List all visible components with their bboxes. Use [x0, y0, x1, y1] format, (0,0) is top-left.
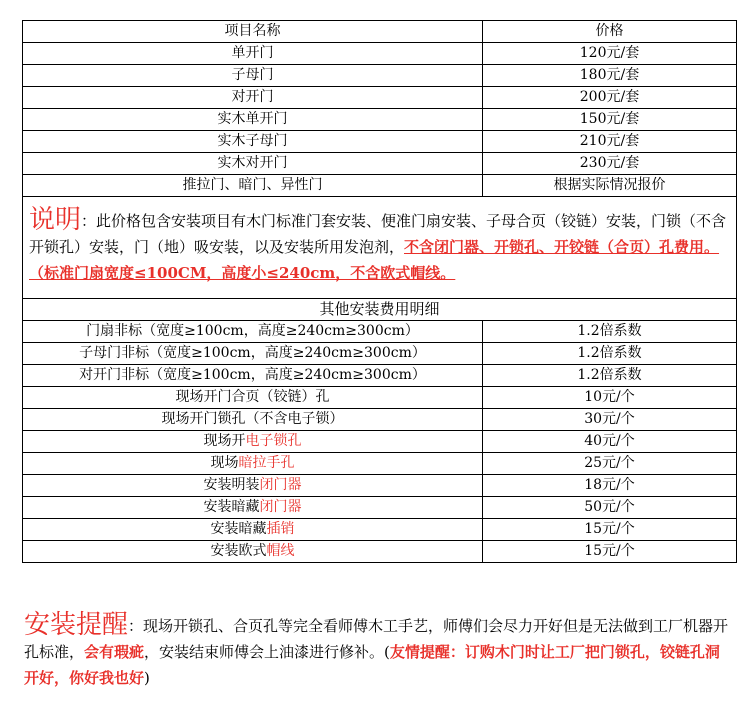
item-name-highlight: 闭门器: [259, 477, 302, 493]
table-row: [23, 153, 737, 175]
item-price: 25元/个: [483, 453, 737, 475]
table-row: [23, 365, 737, 387]
table-header-row: [23, 21, 737, 43]
table-row: [23, 131, 737, 153]
install-reminder: [24, 612, 734, 691]
reminder-title: 安装提醒: [24, 610, 129, 640]
table-row: [23, 87, 737, 109]
item-name: [23, 453, 483, 475]
item-name-prefix: 现场开: [203, 433, 246, 449]
note-title: 说明: [29, 205, 82, 235]
note-colon: ：: [81, 212, 97, 230]
item-price: 180元/套: [483, 65, 737, 87]
item-price: 1.2倍系数: [483, 343, 737, 365]
reminder-defect-warning: 会有瑕疵: [84, 643, 145, 661]
item-price: 40元/个: [483, 431, 737, 453]
table-row: [23, 175, 737, 197]
item-name: 现场开门锁孔（不含电子锁）: [23, 409, 483, 431]
item-name: [23, 431, 483, 453]
reminder-text-1: 现场开锁孔、合页孔等完全看师傅木工手艺，师傅们会尽力开好但是无法做到工厂机器开孔标准，: [24, 617, 729, 661]
item-name: 子母门: [23, 65, 483, 87]
item-name: 实木单开门: [23, 109, 483, 131]
item-name: [23, 475, 483, 497]
item-name: [23, 519, 483, 541]
item-name-prefix: 现场: [210, 455, 239, 471]
price-table: [22, 20, 737, 563]
table-row: [23, 43, 737, 65]
other-fees-title: 其他安装费用明细: [23, 299, 737, 321]
item-name: 实木对开门: [23, 153, 483, 175]
item-name: [23, 541, 483, 563]
item-name: 对开门: [23, 87, 483, 109]
table-row: [23, 321, 737, 343]
other-fees-header-row: [23, 299, 737, 321]
item-name: 对开门非标（宽度≥100cm，高度≥240cm≥300cm）: [23, 365, 483, 387]
item-price: 1.2倍系数: [483, 365, 737, 387]
table-row: [23, 109, 737, 131]
header-price: 价格: [483, 21, 737, 43]
table-row: [23, 65, 737, 87]
table-row: [23, 387, 737, 409]
table-row: [23, 541, 737, 563]
item-name-highlight: 帽线: [266, 543, 295, 559]
item-name-highlight: 暗拉手孔: [238, 455, 295, 471]
item-price: 15元/个: [483, 541, 737, 563]
reminder-colon: ：: [128, 617, 144, 635]
item-name-highlight: 电子锁孔: [245, 433, 302, 449]
table-row: [23, 475, 737, 497]
item-price: 30元/个: [483, 409, 737, 431]
item-name: [23, 497, 483, 519]
item-price: 200元/套: [483, 87, 737, 109]
item-price: 1.2倍系数: [483, 321, 737, 343]
item-name: 门扇非标（宽度≥100cm，高度≥240cm≥300cm）: [23, 321, 483, 343]
item-name: 现场开门合页（铰链）孔: [23, 387, 483, 409]
reminder-text-3: ): [144, 669, 150, 687]
header-item-name: 项目名称: [23, 21, 483, 43]
item-name-prefix: 安装暗藏: [210, 521, 267, 537]
price-sheet: [22, 20, 736, 563]
item-price: 150元/套: [483, 109, 737, 131]
table-row: [23, 453, 737, 475]
table-row: [23, 497, 737, 519]
item-price: 230元/套: [483, 153, 737, 175]
item-price: 210元/套: [483, 131, 737, 153]
item-price: 10元/个: [483, 387, 737, 409]
note-emphasis: 不含闭门器、开锁孔、开铰链（合页）孔费用。（标准门扇宽度≤100CM，高度小≤240cm，不含欧式帽线。: [29, 238, 720, 282]
item-name-highlight: 闭门器: [259, 499, 302, 515]
item-name-prefix: 安装欧式: [210, 543, 267, 559]
item-name-prefix: 安装暗藏: [203, 499, 260, 515]
item-price: 根据实际情况报价: [483, 175, 737, 197]
reminder-text-2: ，安装结束师傅会上油漆进行修补。(: [144, 643, 390, 661]
item-price: 15元/个: [483, 519, 737, 541]
reminder-friendly-tip: 友情提醒：订购木门时让工厂把门锁孔，铰链孔洞开好，你好我也好: [24, 643, 720, 687]
table-row: [23, 409, 737, 431]
item-name: 子母门非标（宽度≥100cm，高度≥240cm≥300cm）: [23, 343, 483, 365]
item-name: 推拉门、暗门、异性门: [23, 175, 483, 197]
item-price: 50元/个: [483, 497, 737, 519]
item-price: 120元/套: [483, 43, 737, 65]
note-row: [23, 197, 737, 299]
note-text: 此价格包含安装项目有木门标准门套安装、便准门扇安装、子母合页（铰链）安装，门锁（不含开锁孔）安装，门（地）吸安装，以及安装所用发泡剂，: [29, 212, 727, 256]
note-cell: [23, 197, 737, 299]
item-name-prefix: 安装明装: [203, 477, 260, 493]
item-price: 18元/个: [483, 475, 737, 497]
item-name: 单开门: [23, 43, 483, 65]
item-name: 实木子母门: [23, 131, 483, 153]
table-row: [23, 343, 737, 365]
table-row: [23, 519, 737, 541]
table-row: [23, 431, 737, 453]
item-name-highlight: 插销: [266, 521, 295, 537]
